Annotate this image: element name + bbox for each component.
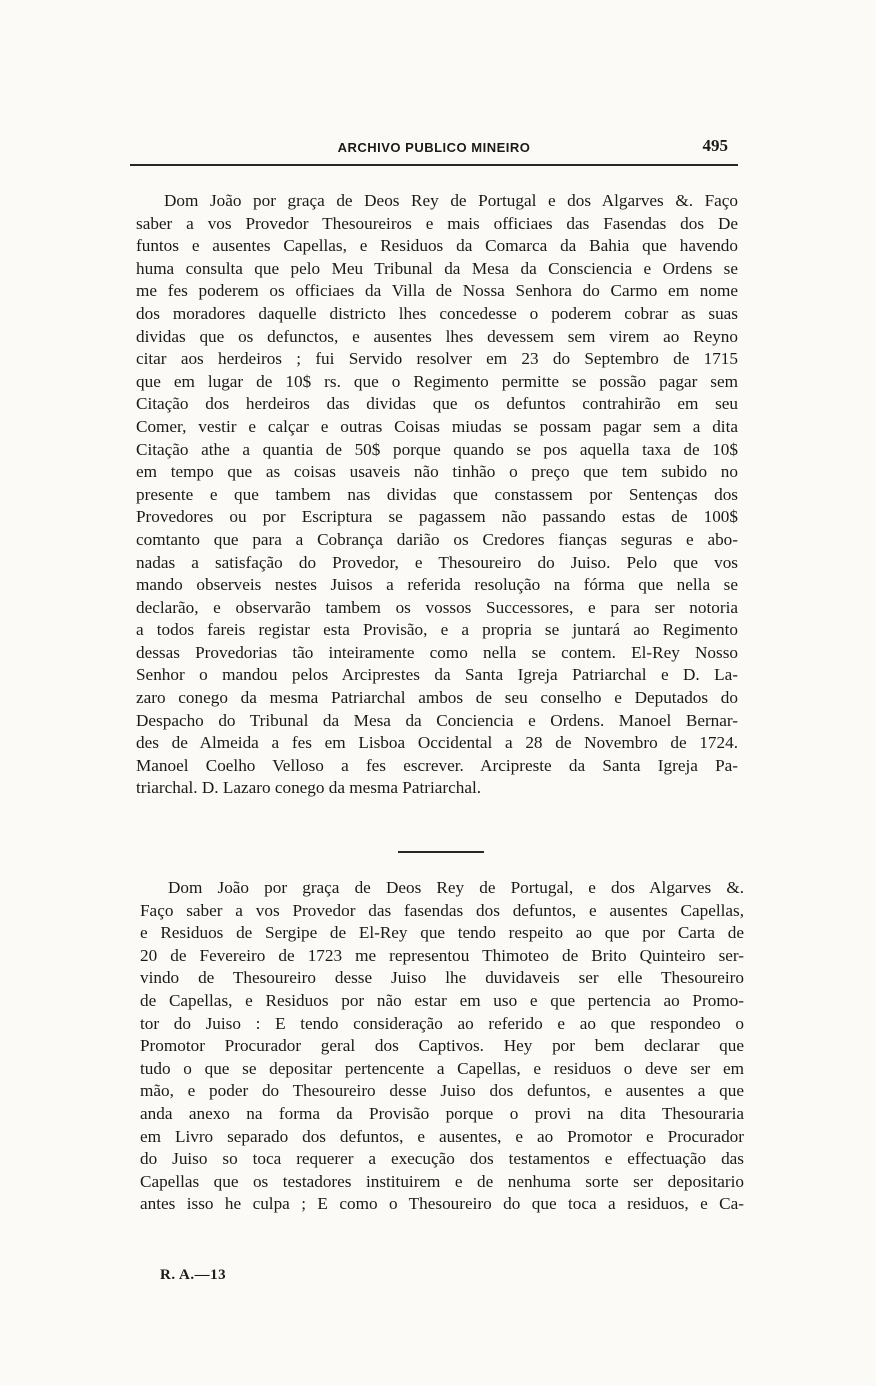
text-line: e Residuos de Sergipe de El-Rey que tendo respeito ao que por Carta de <box>140 923 744 943</box>
document-provisao-bahia <box>136 190 738 800</box>
text-line: Faço saber a vos Provedor das fasendas dos defuntos, e ausentes Capellas, <box>140 900 744 920</box>
section-separator <box>398 851 484 853</box>
text-line: de Capellas, e Residuos por não estar em uso e que pertencia ao Promo- <box>140 990 744 1010</box>
text-line: Dom João por graça de Deos Rey de Portugal, e dos Algarves &. <box>168 878 744 897</box>
text-line: Citação dos herdeiros das dividas que os defuntos contrahirão em seu <box>136 394 738 414</box>
running-title: ARCHIVO PUBLICO MINEIRO <box>337 140 531 155</box>
page-number: 495 <box>702 136 728 155</box>
text-line: Citação athe a quantia de 50$ porque quando se pos aquella taxa de 10$ <box>136 439 738 459</box>
text-line: Promotor Procurador geral dos Captivos. Hey por bem declarar que <box>140 1036 744 1056</box>
document-provisao-sergipe <box>140 877 744 1216</box>
text-line: huma consulta que pelo Meu Tribunal da Mesa da Consciencia e Ordens se <box>136 258 738 278</box>
text-line: des de Almeida a fes em Lisboa Occidental a 28 de Novembro de 1724. <box>136 733 738 753</box>
text-line: antes isso he culpa ; E como o Thesoureiro do que toca a residuos, e Ca- <box>140 1194 744 1214</box>
text-line: tor do Juiso : E tendo consideração ao referido e ao que respondeo o <box>140 1013 744 1033</box>
text-line: nadas a satisfação do Provedor, e Thesoureiro do Juiso. Pelo que vos <box>136 552 738 572</box>
text-line: triarchal. D. Lazaro conego da mesma Patriarchal. <box>136 778 482 798</box>
text-line: Provedores ou por Escriptura se pagassem não passando estas de 100$ <box>136 507 738 527</box>
text-line: comtanto que para a Cobrança darião os Credores fianças seguras e abo- <box>136 529 738 549</box>
text-line: mão, e poder do Thesoureiro desse Juiso dos defuntos, e ausentes a que <box>140 1081 744 1101</box>
text-line: mando observeis nestes Juisos a referida resolução na fórma que nella se <box>136 575 738 595</box>
text-line: dessas Provedorias tão inteiramente como nella se contem. El-Rey Nosso <box>136 642 738 662</box>
text-line: vindo de Thesoureiro desse Juiso lhe duvidaveis ser elle Thesoureiro <box>140 968 744 988</box>
text-line: a todos fareis registar esta Provisão, e a propria se juntará ao Regimento <box>136 620 738 640</box>
text-line: saber a vos Provedor Thesoureiros e mais officiaes das Fasendas dos De <box>136 213 738 233</box>
text-line: Despacho do Tribunal da Mesa da Conciencia e Ordens. Manoel Bernar- <box>136 710 738 730</box>
text-line: declarão, e observarão tambem os vossos Successores, e para ser notoria <box>136 597 738 617</box>
text-line: Capellas que os testadores instituirem e de nenhuma sorte ser depositario <box>140 1171 744 1191</box>
running-head <box>130 138 738 166</box>
text-line: Dom João por graça de Deos Rey de Portugal e dos Algarves &. Faço <box>164 191 738 210</box>
text-line: presente e que tambem nas dividas que constassem por Sentenças dos <box>136 484 738 504</box>
text-line: funtos e ausentes Capellas, e Residuos da Comarca da Bahia que havendo <box>136 236 738 256</box>
text-line: do Juiso so toca requerer a execução dos testamentos e effectuação das <box>140 1149 744 1169</box>
text-line: dos moradores daquelle districto lhes concedesse o poderem cobrar as suas <box>136 303 738 323</box>
text-line: zaro conego da mesma Patriarchal ambos de seu conselho e Deputados do <box>136 688 738 708</box>
text-line: em Livro separado dos defuntos, e ausentes, e ao Promotor e Procurador <box>140 1126 744 1146</box>
text-line: tudo o que se depositar pertencente a Capellas, e residuos o deve ser em <box>140 1058 744 1078</box>
text-line: Comer, vestir e calçar e outras Coisas miudas se possam pagar sem a dita <box>136 416 738 436</box>
text-line: que em lugar de 10$ rs. que o Regimento permitte se possão pagar sem <box>136 371 738 391</box>
signature-mark: R. A.—13 <box>160 1267 227 1283</box>
text-line: citar aos herdeiros ; fui Servido resolver em 23 do Septembro de 1715 <box>136 349 738 369</box>
text-line: 20 de Fevereiro de 1723 me representou Thimoteo de Brito Quinteiro ser- <box>140 945 744 965</box>
text-line: Senhor o mandou pelos Arciprestes da Santa Igreja Patriarchal e D. La- <box>136 665 738 685</box>
text-line: dividas que os defunctos, e ausentes lhes devessem sem virem ao Reyno <box>136 326 738 346</box>
text-line: em tempo que as coisas usaveis não tinhão o preço que tem subido no <box>136 462 738 482</box>
text-line: anda anexo na forma da Provisão porque o provi na dita Thesouraria <box>140 1103 744 1123</box>
text-line: Manoel Coelho Velloso a fes escrever. Arcipreste da Santa Igreja Pa- <box>136 755 738 775</box>
text-line: me fes poderem os officiaes da Villa de Nossa Senhora do Carmo em nome <box>136 281 738 301</box>
